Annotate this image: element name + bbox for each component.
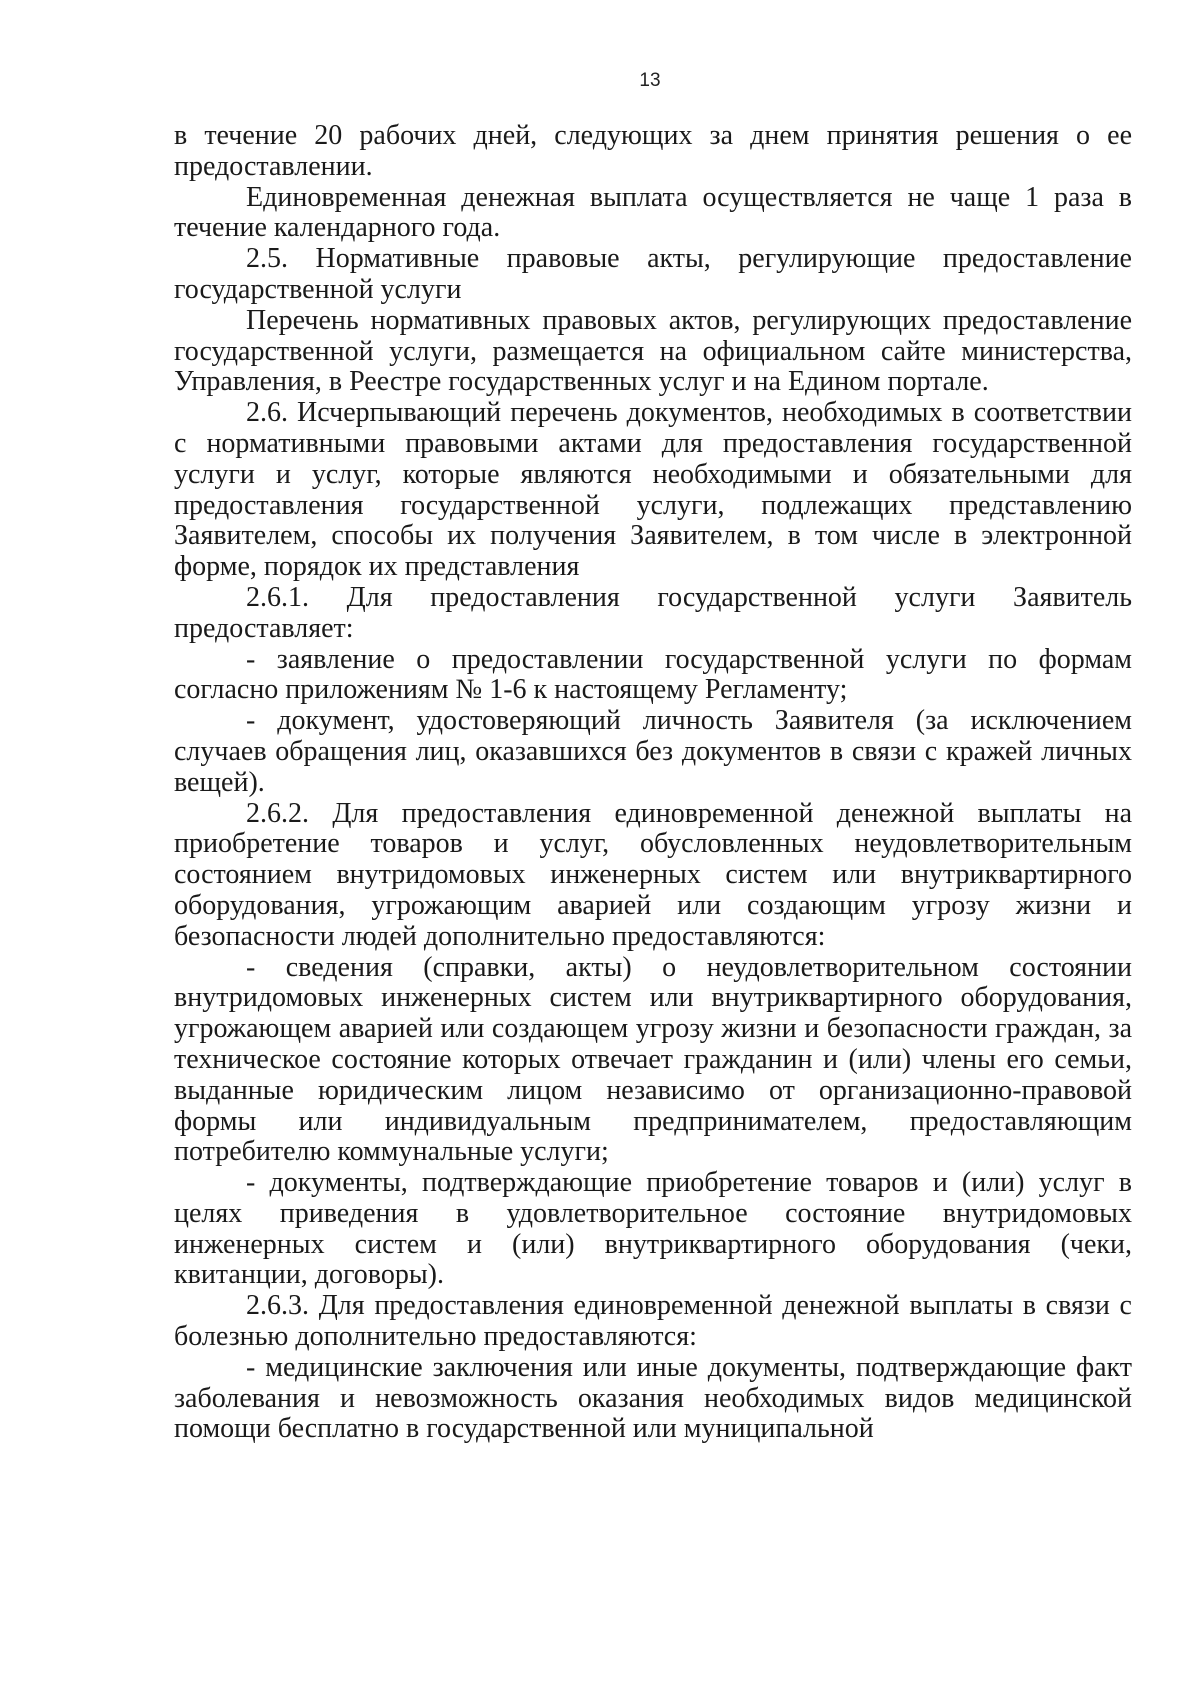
paragraph-annual-payment: Единовременная денежная выплата осуществляется не чаще 1 раза в течение календарного года. [174, 181, 1132, 244]
paragraph-2-6-2: 2.6.2. Для предоставления единовременной денежной выплаты на приобретение товаров и услуг, обусловленных неудовлетворительным состоянием внутридомовых инженерных систем или внутриквартирного оборудования, угрожающим аварией или создающим угрозу жизни и безопасности людей дополнительно предоставляются: [174, 797, 1132, 952]
section-heading-2-5: 2.5. Нормативные правовые акты, регулирующие предоставление государственной услуги [174, 243, 1132, 305]
list-item-medical-conclusions: - медицинские заключения или иные документы, подтверждающие факт заболевания и невозможность оказания необходимых видов медицинской помощи бесплатно в государственной или муниципальной [174, 1351, 1132, 1445]
list-item-condition-certificates: - сведения (справки, акты) о неудовлетворительном состоянии внутридомовых инженерных систем или внутриквартирного оборудования, угрожающем аварией или создающем угрозу жизни и безопасности граждан, за техническое состояние которых отвечает гражданин и (или) члены его семьи, выданные юридическим лицом независимо от организационно-правовой формы или индивидуальным предпринимателем, предоставляющим потребителю коммунальные услуги; [174, 951, 1132, 1168]
section-heading-2-6: 2.6. Исчерпывающий перечень документов, необходимых в соответствии с нормативными правовыми актами для предоставления государственной услуги и услуг, которые являются необходимыми и обязательными для предоставления государственной услуги, подлежащих представлению Заявителем, способы их получения Заявителем, в том числе в электронной форме, порядок их представления [174, 397, 1132, 583]
document-body [174, 121, 1132, 1445]
page-number: 13 [639, 70, 661, 91]
paragraph-2-6-1: 2.6.1. Для предоставления государственной услуги Заявитель предоставляет: [174, 581, 1132, 644]
continuation-paragraph: в течение 20 рабочих дней, следующих за днем принятия решения о ее предоставлении. [174, 120, 1132, 182]
paragraph-legal-acts-list: Перечень нормативных правовых актов, регулирующих предоставление государственной услуги, размещается на официальном сайте министерства, Управления, в Реестре государственных услуг и на Едином портале. [174, 304, 1132, 398]
list-item-purchase-documents: - документы, подтверждающие приобретение товаров и (или) услуг в целях приведения в удовлетворительное состояние внутридомовых инженерных систем и (или) внутриквартирного оборудования (чеки, квитанции, договоры). [174, 1167, 1132, 1291]
paragraph-2-6-3: 2.6.3. Для предоставления единовременной денежной выплаты в связи с болезнью дополнительно предоставляются: [174, 1290, 1132, 1353]
list-item-identity-document: - документ, удостоверяющий личность Заявителя (за исключением случаев обращения лиц, оказавшихся без документов в связи с кражей личных вещей). [174, 705, 1132, 798]
list-item-application: - заявление о предоставлении государственной услуги по формам согласно приложениям № 1-6 к настоящему Регламенту; [174, 643, 1132, 706]
